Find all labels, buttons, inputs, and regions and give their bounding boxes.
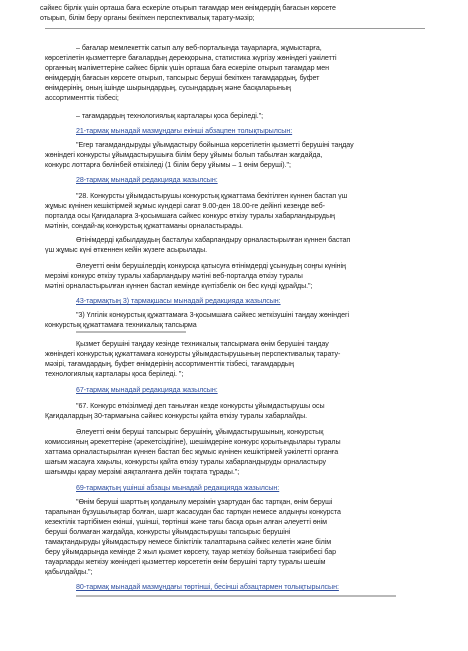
text-line: хаттама орналастырылған күннен бастап бес жұмыс күнінен кешіктірмей уәкілетті органға [45,448,339,456]
amendment-link[interactable]: 80-тармақ мынадай мазмұндағы төртінші, бесінші абзацтармен толықтырылсын: [76,583,339,591]
text-line: өнімдердің бағасын көрсете отырып, тапсырыс беруші бекіткен тағамдардың, буфет [45,74,320,82]
text-line: жөніндегі конкурстық құжаттамаға конкурсты ұйымдастырушының перспективалық тарату- [45,350,341,358]
text-line: ассортименттік тізбесі; [45,94,119,102]
text-line: жұмыс күнінен кешіктірмей жұмыс күндері сағат 9.00-ден 18.00-ге дейінгі кезеңде веб- [45,202,325,210]
text-line: мәтінін, сондай-ақ конкурстық құжаттаманы орналастырады. [45,222,243,230]
text-line: тауарларды жеткізу жөніндегі қызметтер көрсететін өнім берушіні тарту туралы шешім [45,558,326,566]
text-line: мәзірі, тағамдардың, буфет өнімдерінің ассортименттік тізбесі, тағамдардың [45,360,294,368]
text-line: Әлеуетті өнім беруші тапсырыс берушінің, ұйымдастырушының, конкурстық [76,428,324,436]
text-line: конкурс лоттарға бөлінбей өткізіледі (1 білім беру ұйымы – 1 өнім беруші)."; [45,161,291,169]
text-line: "67. Конкурс өткізілмеді деп танылған кезде конкурсты ұйымдастырушы осы [76,402,325,410]
amendment-link[interactable]: 69-тармақтың үшінші абзацы мынадай редакцияда жазылсын: [76,484,280,492]
text-line: кезектілік тәртібімен екінші, үшінші, төртінші және тағы басқа орын алған әлеуетті өнім [45,518,327,526]
amendment-link[interactable]: 67-тармақ мынадай редакцияда жазылсын: [76,386,218,394]
text-line: технологиялық карталары қоса беріледі. "; [45,370,184,378]
text-line: конкурстық құжаттамаға техникалық тапсырма [45,321,197,329]
text-line: – тағамдардың технологиялық карталары қоса беріледі."; [76,112,264,120]
text-line: "28. Конкурсты ұйымдастырушы конкурстық құжаттама бекітілген күннен бастап үш [76,192,348,200]
text-line: қабылдайды."; [45,568,93,576]
text-line: органның мәліметтеріне сәйкес бірлік үшін орташа баға ескеріле отырып тағамдар мен [45,64,330,72]
text-line: мерзімі конкурс өткізу туралы хабарландыру мәтіні веб-порталда өткізу туралы [45,272,303,280]
text-line: үш жұмыс күні өткеннен кейін жүзеге асырылады. [45,246,208,254]
text-line: көрсетілетін қызметтерге бағалардың дерекқорына, статистика жүргізу жөніндегі уәкілетті [45,54,337,62]
text-line: "Егер тағамдандыруды ұйымдастыру бойынша көрсетілетін қызметті берушіні таңдау [76,141,354,149]
text-line: сәйкес бірлік үшін орташа баға ескеріле отырып тағамдар мен өнімдердің бағасын көрсете [40,4,336,12]
text-line: – бағалар мемлекеттік сатып алу веб-порталында тауарларға, жұмыстарға, [76,44,322,52]
text-line: Қызмет берушіні таңдау кезінде техникалық тапсырмаға өнім берушіні таңдау [76,340,329,348]
text-line: отырып, білім беру органы бекіткен перспективалық тарату-мәзір; [40,14,255,22]
divider [76,331,186,333]
text-line: Өтінімдерді қабылдаудың басталуы хабарландыру орналастырылған күннен бастап [76,236,351,244]
text-line: беруші болмаған жағдайда, конкурсты ұйымдастырушы тапсырыс берушіні [45,528,291,536]
text-line: "3) Үлгілік конкурстық құжаттамаға 3-қосымшаға сәйкес жеткізушіні таңдау жөніндегі [76,311,350,319]
text-line: жөніндегі конкурсты ұйымдастырушыға білім беру ұйымы болып табылған жағдайда, [45,151,323,159]
amendment-link[interactable]: 28-тармақ мынадай редакцияда жазылсын: [76,176,218,184]
text-line: беру ұйымдарында кемінде 2 жыл қызмет көрсету, тауар жеткізу бойынша тәжірибесі бар [45,548,337,556]
text-line: порталда осы Қағидаларға 3-қосымшаға сәйкес конкурс өткізу туралы хабарландырудың [45,212,335,220]
amendment-link[interactable]: 21-тармақ мынадай мазмұндағы екінші абзацпен толықтырылсын: [76,127,293,135]
text-line: шағым жасауға хақылы, конкурсты қайта өткізу туралы хабарландыруды орналастыру [45,458,327,466]
text-line: мәтіні орналастырылған күннен бастап кемінде күнтізбелік он бес күнді құрайды."; [45,282,313,290]
divider [76,595,396,597]
text-line: тарапынан бұзушылықтар болған, шарт жасасудан бас тартқан немесе алдыңғы конкурста [45,508,341,516]
text-line: комиссияның әрекеттеріне (әрекетсіздігіне), шешімдеріне конкурс қорытындылары туралы [45,438,341,446]
text-line: тамақтандыруды ұйымдастыру немесе біліктілік талаптарына сәйкес келетін және білім [45,538,332,546]
text-line: Әлеуетті өнім берушілердің конкурсқа қатысуға өтінімдерді ұсынудың соңғы күнінің [76,262,346,270]
text-line: шағымды қарау мерзімі аяқталғанға дейін тоқтата тұрады."; [45,468,240,476]
divider [45,28,425,29]
text-line: Қағидалардың 30-тармағына сәйкес конкурсты қайта өткізу туралы хабарлайды. [45,412,308,420]
text-line: "Өнім беруші шарттың қолданылу мерзімін ұзартудан бас тартқан, өнім беруші [76,498,333,506]
amendment-link[interactable]: 43-тармақтың 3) тармақшасы мынадай редакцияда жазылсын: [76,297,281,305]
text-line: өнімдерінің, оның ішінде шырындардың, сусындардың және басқаларының [45,84,291,92]
